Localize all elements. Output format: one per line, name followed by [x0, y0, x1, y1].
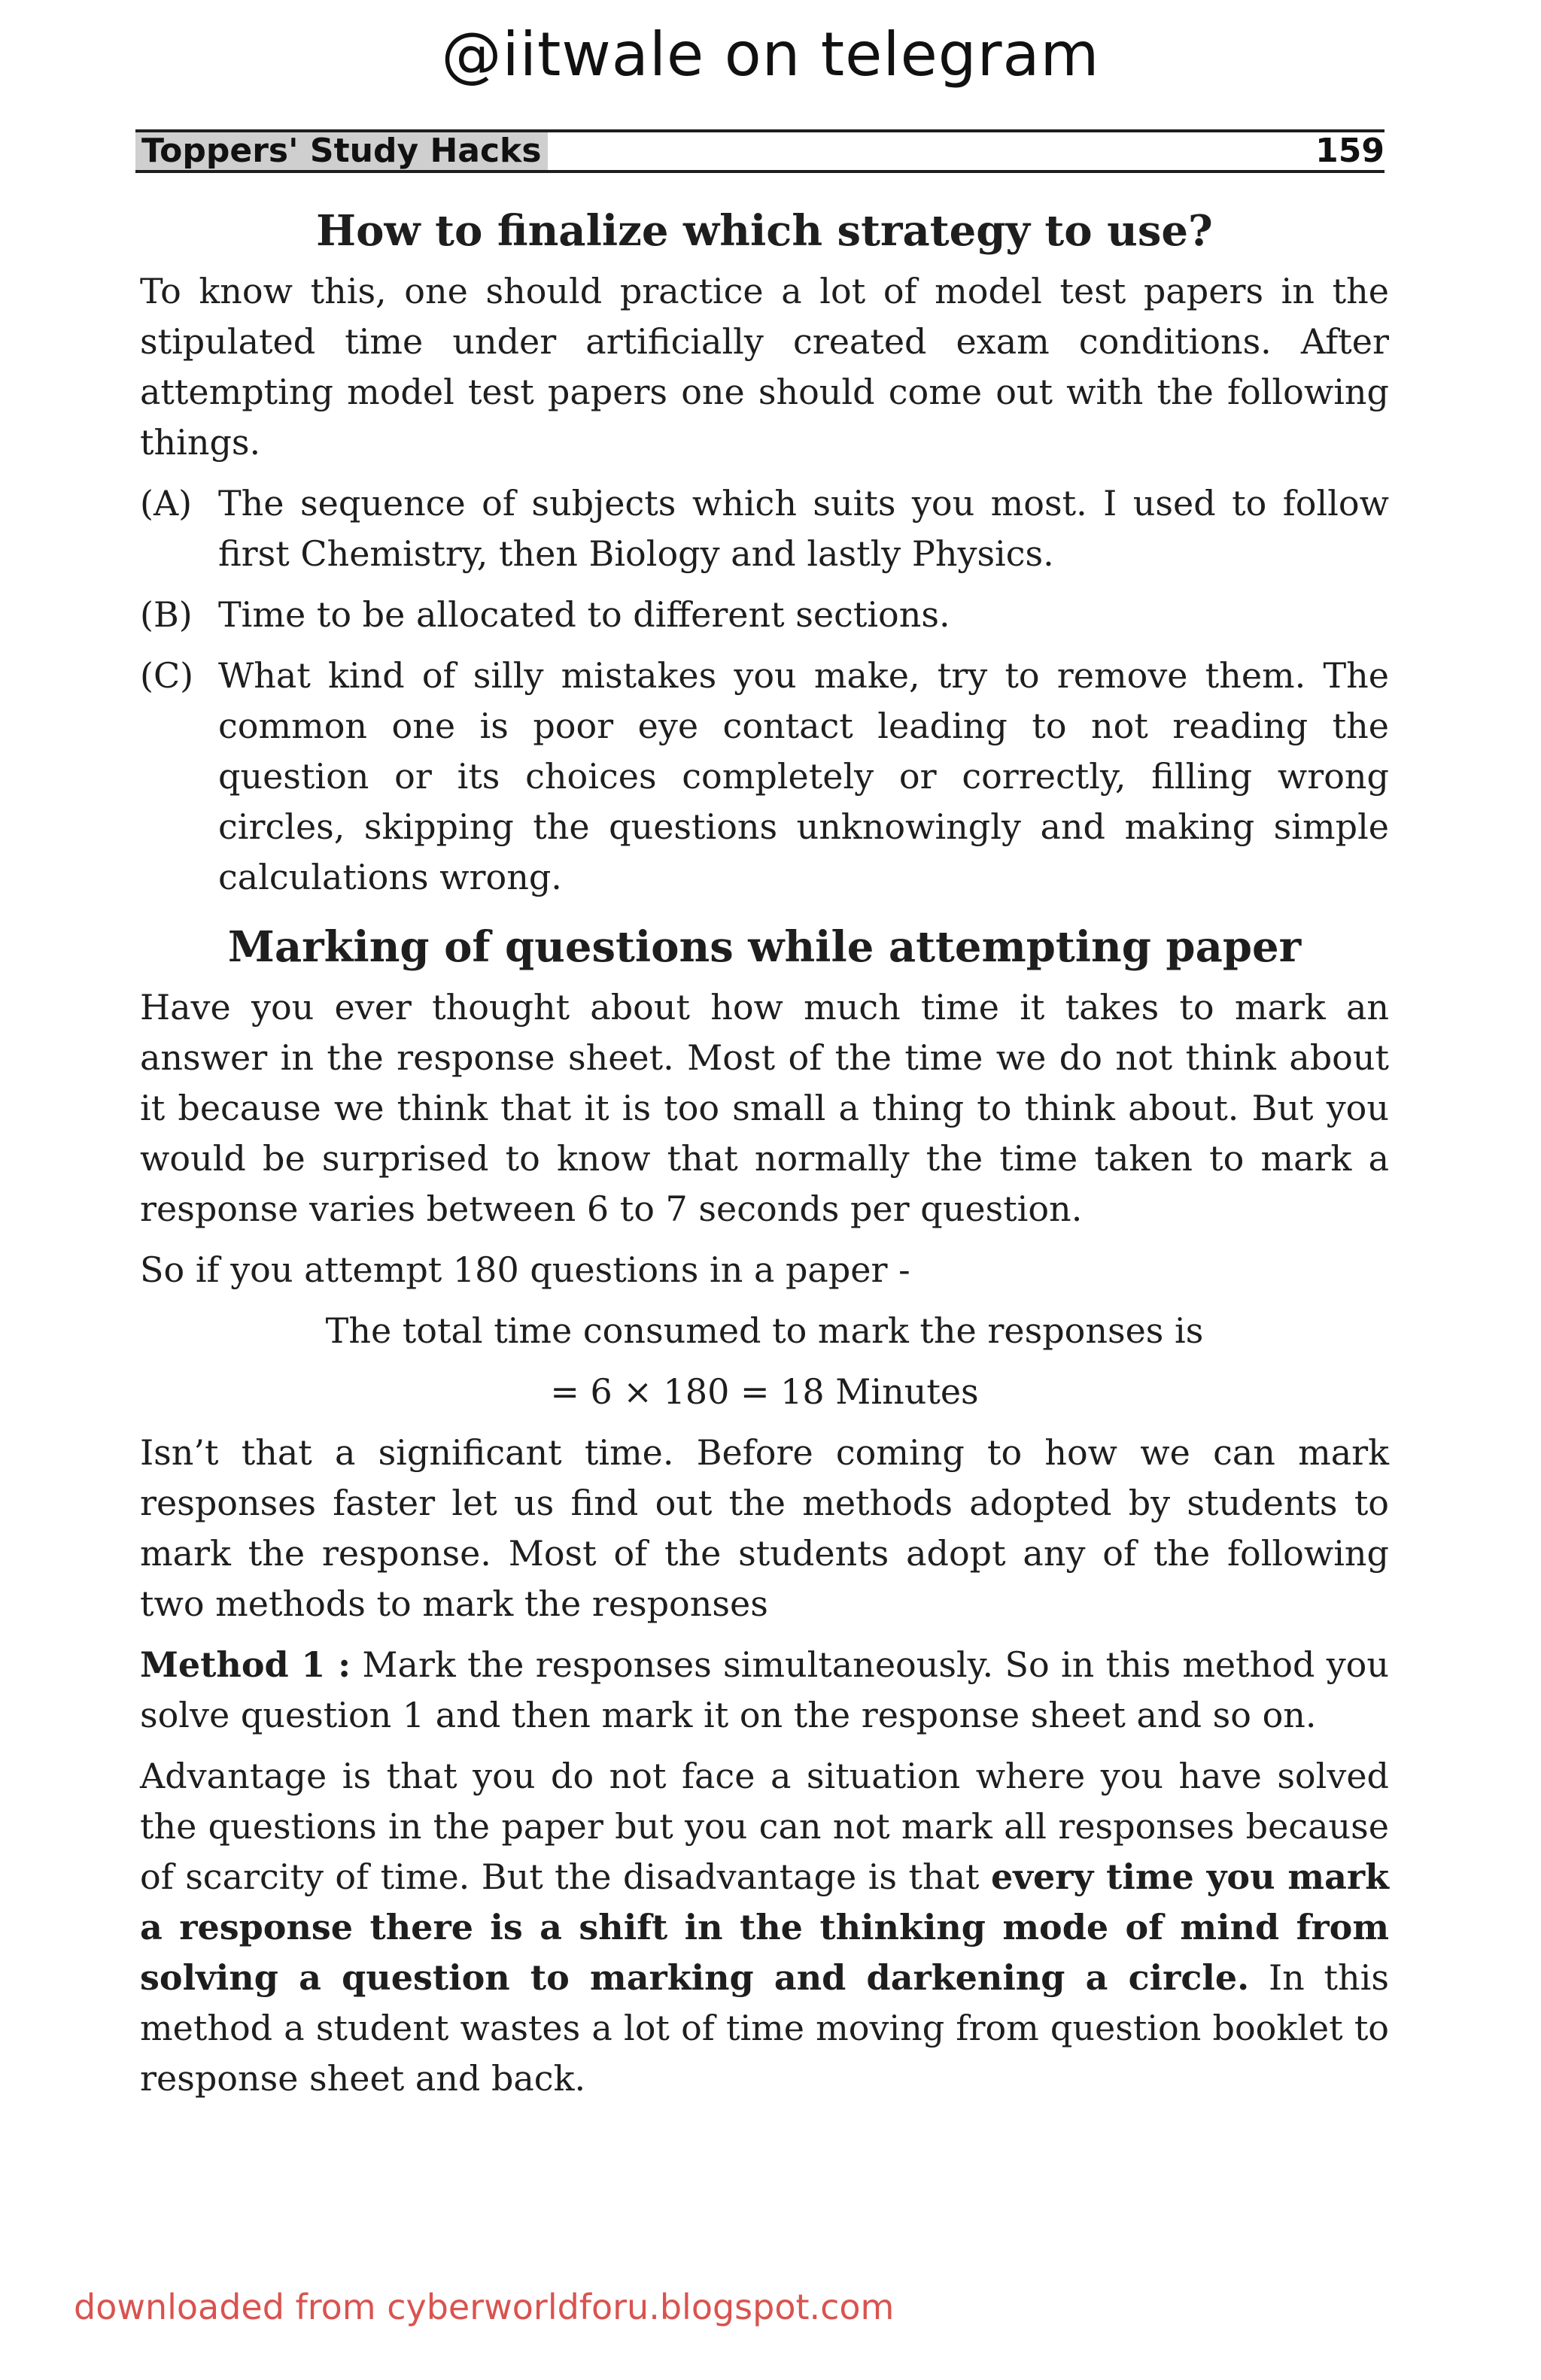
page-number: 159: [1315, 132, 1384, 170]
method-1-paragraph: [140, 1640, 1389, 1741]
method-1-text: Mark the responses simultaneously. So in this method you solve question 1 and then mark it on the response sheet and so on.: [140, 1644, 1390, 1735]
advantage-text-end: In this method a student wastes a lot of time moving from question booklet to response sheet and back.: [140, 1957, 1389, 2099]
list-item-label: (B): [140, 594, 193, 635]
section-heading-strategy: How to finalize which strategy to use?: [316, 206, 1213, 256]
marking-paragraph-1: Have you ever thought about how much time it takes to mark an answer in the response sheet. Most of the time we do not think about it because we think that it is too small a thing to think about. But you would be surprised to know that normally the time taken to mark a response varies between 6 to 7 seconds per question.: [140, 987, 1389, 1229]
telegram-watermark: @iitwale on telegram: [441, 20, 1100, 90]
list-item-text: The sequence of subjects which suits you most. I used to follow first Chemistry, then Biology and lastly Physics.: [218, 483, 1389, 574]
list-item-text: Time to be allocated to different sections.: [218, 594, 950, 635]
list-item: [140, 478, 1389, 579]
marking-paragraph-3: Isn’t that a significant time. Before coming to how we can mark responses faster let us find out the methods adopted by students to mark the response. Most of the students adopt any of the following two methods to mark the responses: [140, 1432, 1389, 1624]
list-item-label: (C): [140, 655, 194, 696]
marking-paragraph-2: So if you attempt 180 questions in a paper -: [140, 1249, 910, 1290]
method-1-label: Method 1 :: [140, 1644, 351, 1685]
book-title: Toppers' Study Hacks: [135, 132, 548, 170]
strategy-intro-paragraph: To know this, one should practice a lot of model test papers in the stipulated time under artificially created exam conditions. After attempting model test papers one should come out with the following things.: [140, 271, 1389, 463]
advantage-paragraph: [140, 1751, 1389, 2104]
section-heading-marking: Marking of questions while attempting paper: [227, 922, 1302, 972]
advantage-text-bold: every time you mark a response there is a shift in the thinking mode of mind from solving a question to marking and darkening a circle.: [140, 1856, 1389, 1998]
calculation-line-2: = 6 × 180 = 18 Minutes: [550, 1371, 979, 1412]
page-body: [140, 197, 1389, 2114]
list-item-text: What kind of silly mistakes you make, try to remove them. The common one is poor eye contact leading to not reading the question or its choices completely or correctly, filling wrong circles, skipping the questions unknowingly and making simple calculations wrong.: [218, 655, 1389, 897]
list-item: [140, 590, 1389, 640]
list-item: [140, 651, 1389, 903]
running-header: [135, 129, 1384, 173]
blog-watermark: downloaded from cyberworldforu.blogspot.com: [74, 2287, 895, 2327]
calculation-line-1: The total time consumed to mark the responses is: [325, 1310, 1204, 1351]
list-item-label: (A): [140, 483, 193, 524]
advantage-text-start: Advantage is that you do not face a situation where you have solved the questions in the paper but you can not mark all responses because of scarcity of time. But the disadvantage is that: [140, 1756, 1389, 1897]
